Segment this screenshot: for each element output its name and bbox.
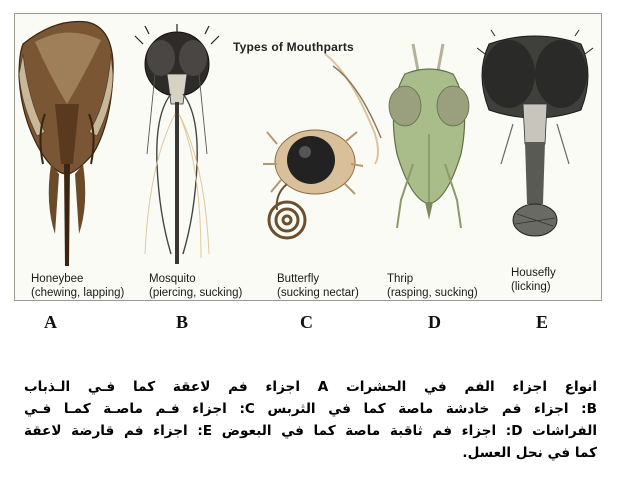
mosquito-name: Mosquito	[149, 273, 196, 285]
mosquito-head-drawing	[135, 24, 219, 264]
thrip-head-drawing	[389, 44, 469, 228]
letter-a: A	[44, 312, 57, 332]
thrip-mouthpart-type: (rasping, sucking)	[387, 287, 478, 299]
arabic-caption-line-2: B: اجزاء فم خادشة ماصة كما في الثربس C: اجزاء فـم ماصـة كمـا فـي	[24, 401, 597, 417]
caption-honeybee	[31, 272, 124, 300]
caption-butterfly	[277, 272, 359, 300]
mouthparts-illustration	[14, 13, 602, 301]
arabic-caption-line-4: كما في نحل العسل.	[462, 445, 597, 461]
honeybee-head-drawing	[19, 21, 113, 266]
thrip-name: Thrip	[387, 273, 414, 285]
letter-d: D	[428, 312, 441, 332]
housefly-head-drawing	[477, 30, 593, 236]
housefly-name: Housefly	[511, 267, 556, 279]
figure-title: Types of Mouthparts	[233, 40, 354, 54]
butterfly-mouthpart-type: (sucking nectar)	[277, 287, 359, 299]
letter-b: B	[176, 312, 189, 332]
letter-e: E	[536, 312, 549, 332]
honeybee-mouthpart-type: (chewing, lapping)	[31, 287, 125, 299]
insect-drawings	[15, 14, 603, 302]
caption-housefly	[511, 266, 556, 294]
butterfly-name: Butterfly	[277, 273, 320, 285]
arabic-caption-line-3: الفراشات D: اجزاء فم ثاقبة ماصة كما في البعوض E: اجزاء فم قارضة لاعقة	[24, 423, 597, 439]
letter-c: C	[300, 312, 313, 332]
arabic-caption-line-1: انواع اجزاء الفم في الحشرات A اجزاء فم لاعقة كما فـي الـذباب	[24, 379, 597, 395]
caption-thrip	[387, 272, 478, 300]
housefly-mouthpart-type: (licking)	[511, 281, 551, 293]
caption-mosquito	[149, 272, 242, 300]
honeybee-name: Honeybee	[31, 273, 84, 285]
arabic-caption	[24, 376, 597, 464]
mosquito-mouthpart-type: (piercing, sucking)	[149, 287, 243, 299]
butterfly-head-drawing	[263, 54, 381, 238]
